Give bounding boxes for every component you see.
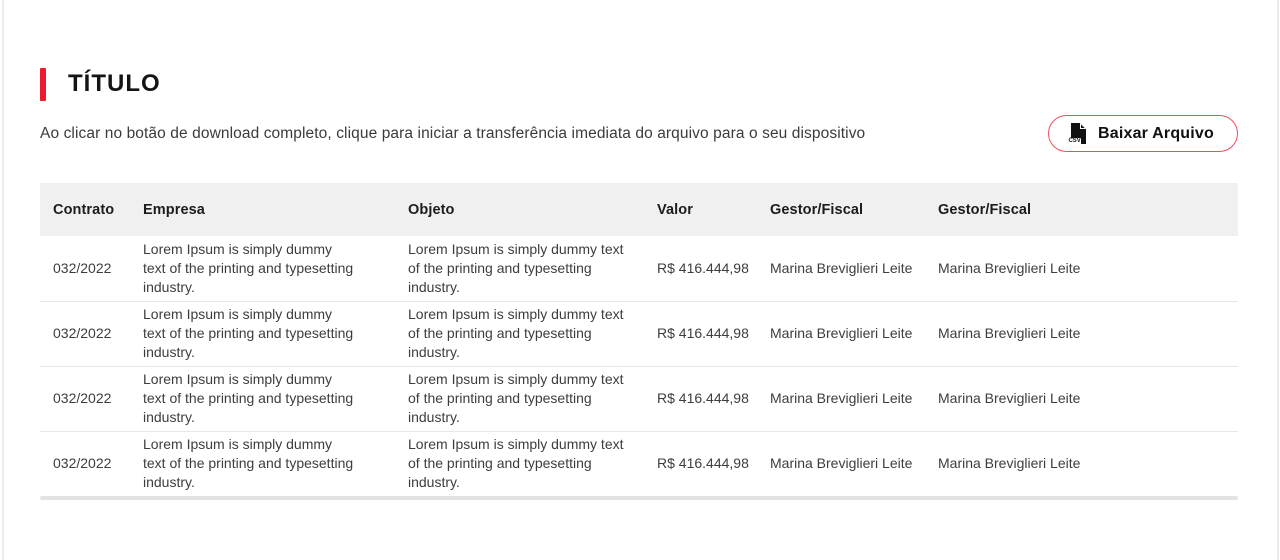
csv-file-icon [1070, 123, 1087, 144]
cell-empresa: Lorem Ipsum is simply dummy text of the printing and typesetting industry. [143, 236, 408, 301]
cell-valor: R$ 416.444,98 [657, 366, 770, 431]
column-header-empresa: Empresa [143, 183, 408, 236]
cell-gestor-fiscal-1: Marina Breviglieri Leite [770, 366, 938, 431]
cell-gestor-fiscal-2: Marina Breviglieri Leite [938, 301, 1238, 366]
download-button-label: Baixar Arquivo [1097, 124, 1214, 142]
download-file-button[interactable] [1048, 115, 1238, 152]
cell-valor: R$ 416.444,98 [657, 236, 770, 301]
right-edge-divider [1277, 0, 1279, 560]
contracts-table-container [40, 183, 1238, 500]
table-bottom-divider [40, 496, 1238, 500]
cell-empresa: Lorem Ipsum is simply dummy text of the printing and typesetting industry. [143, 301, 408, 366]
cell-empresa: Lorem Ipsum is simply dummy text of the printing and typesetting industry. [143, 366, 408, 431]
subtitle-row [40, 115, 1238, 152]
table-row [40, 431, 1238, 496]
title-block [40, 66, 1238, 102]
cell-contrato: 032/2022 [53, 455, 112, 472]
cell-contrato: 032/2022 [40, 236, 143, 301]
page-subtitle: Ao clicar no botão de download completo, clique para iniciar a transferência imediata do arquivo para o seu dispositivo [40, 124, 866, 142]
csv-icon-tag: CSV [1068, 138, 1081, 144]
cell-gestor-fiscal-2: Marina Breviglieri Leite [938, 455, 1081, 472]
table-row [40, 366, 1238, 431]
left-edge-divider [2, 0, 4, 560]
cell-valor: R$ 416.444,98 [657, 455, 749, 472]
cell-valor: R$ 416.444,98 [657, 301, 770, 366]
cell-objeto: Lorem Ipsum is simply dummy text of the printing and typesetting industry. [408, 436, 624, 491]
cell-contrato: 032/2022 [40, 301, 143, 366]
column-header-gestor-fiscal-1: Gestor/Fiscal [770, 183, 938, 236]
cell-contrato: 032/2022 [40, 366, 143, 431]
page-title: TÍTULO [68, 70, 161, 97]
column-header-objeto: Objeto [408, 183, 657, 236]
column-header-valor: Valor [657, 183, 770, 236]
cell-gestor-fiscal-1: Marina Breviglieri Leite [770, 301, 938, 366]
cell-gestor-fiscal-2: Marina Breviglieri Leite [938, 236, 1238, 301]
table-row [40, 236, 1238, 301]
cell-objeto: Lorem Ipsum is simply dummy text of the printing and typesetting industry. [408, 301, 657, 366]
cell-gestor-fiscal-2: Marina Breviglieri Leite [938, 366, 1238, 431]
cell-objeto: Lorem Ipsum is simply dummy text of the printing and typesetting industry. [408, 236, 657, 301]
title-accent-bar [40, 68, 46, 101]
cell-objeto: Lorem Ipsum is simply dummy text of the printing and typesetting industry. [408, 366, 657, 431]
column-header-contrato: Contrato [40, 183, 143, 236]
table-header-row [40, 183, 1238, 236]
contracts-table [40, 183, 1238, 496]
column-header-gestor-fiscal-2: Gestor/Fiscal [938, 183, 1238, 236]
cell-gestor-fiscal-1: Marina Breviglieri Leite [770, 455, 913, 472]
cell-gestor-fiscal-1: Marina Breviglieri Leite [770, 236, 938, 301]
cell-empresa: Lorem Ipsum is simply dummy text of the printing and typesetting industry. [143, 436, 354, 491]
table-row [40, 301, 1238, 366]
